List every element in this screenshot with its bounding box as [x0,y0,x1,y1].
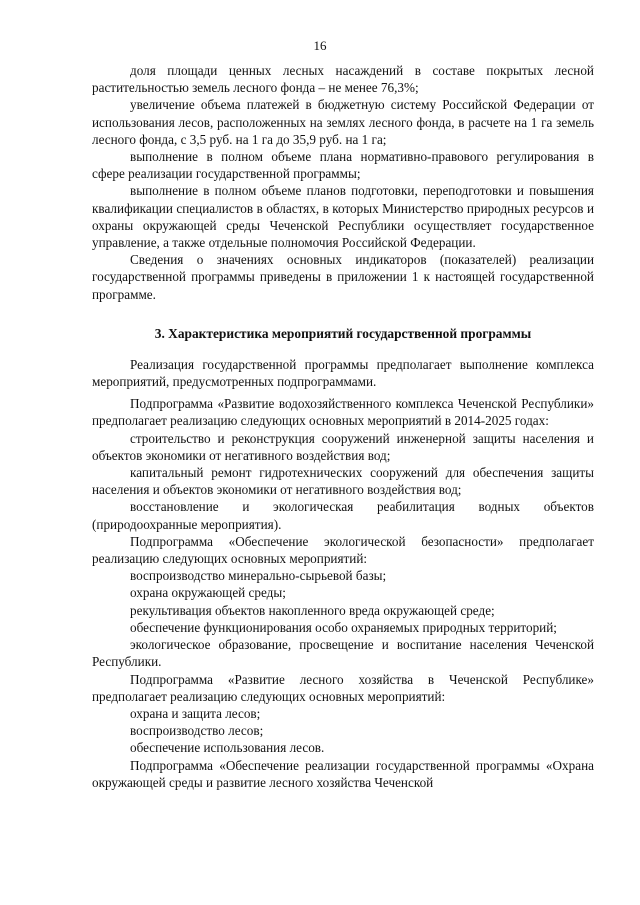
document-body [92,62,594,791]
paragraph: строительство и реконструкция сооружений инженерной защиты населения и объектов экономики от негативного воздействия вод; [92,430,594,463]
paragraph: рекультивация объектов накопленного вреда окружающей среде; [130,602,495,618]
paragraph: Сведения о значениях основных индикаторов (показателей) реализации государственной программы приведены в приложении 1 к настоящей государственной программе. [92,252,594,302]
paragraph: Подпрограмма «Развитие лесного хозяйства в Чеченской Республике» предполагает реализацию следующих основных мероприятий: [92,671,594,704]
paragraph: воспроизводство лесов; [130,723,264,739]
paragraph: доля площади ценных лесных насаждений в составе покрытых лесной растительностью земель лесного фонда – не менее 76,3%; [92,63,594,96]
paragraph: обеспечение использования лесов. [130,740,325,756]
paragraph: восстановление и экологическая реабилитация водных объектов (природоохранные мероприятия). [92,499,594,532]
paragraph: охрана окружающей среды; [130,585,286,601]
section-heading: 3. Характеристика мероприятий государственной программы [154,325,532,341]
paragraph: капитальный ремонт гидротехнических сооружений для обеспечения защиты населения и объектов экономики от негативного воздействия вод; [92,465,594,498]
page-number: 16 [313,38,327,53]
paragraph: обеспечение функционирования особо охраняемых природных территорий; [130,619,557,635]
paragraph: выполнение в полном объеме планов подготовки, переподготовки и повышения квалификации специалистов в областях, в которых Министерство природных ресурсов и охраны окружающей среды Чеченской Республики осуществляет государственное управление, а также отдельные полномочия Российской Федерации. [92,183,594,251]
paragraph: Подпрограмма «Развитие водохозяйственного комплекса Чеченской Республики» предполагает реализацию следующих основных мероприятий в 2014-2025 годах: [92,396,594,429]
paragraph: выполнение в полном объеме плана нормативно-правового регулирования в сфере реализации государственной программы; [92,149,594,182]
paragraph: охрана и защита лесов; [130,705,261,721]
paragraph: увеличение объема платежей в бюджетную систему Российской Федерации от использования лесов, расположенных на землях лесного фонда, в расчете на 1 га земель лесного фонда, с 3,5 руб. на 1 га до 35,9 руб. на 1 га; [92,97,594,147]
paragraph: Реализация государственной программы предполагает выполнение комплекса мероприятий, предусмотренных подпрограммами. [92,356,594,390]
paragraph: экологическое образование, просвещение и воспитание населения Чеченской Республики. [92,637,594,670]
paragraph: воспроизводство минерально-сырьевой базы; [130,568,387,584]
paragraph: Подпрограмма «Обеспечение реализации государственной программы «Охрана окружающей среды и развитие лесного хозяйства Чеченской [92,757,594,790]
paragraph: Подпрограмма «Обеспечение экологической безопасности» предполагает реализацию следующих основных мероприятий: [92,533,594,567]
